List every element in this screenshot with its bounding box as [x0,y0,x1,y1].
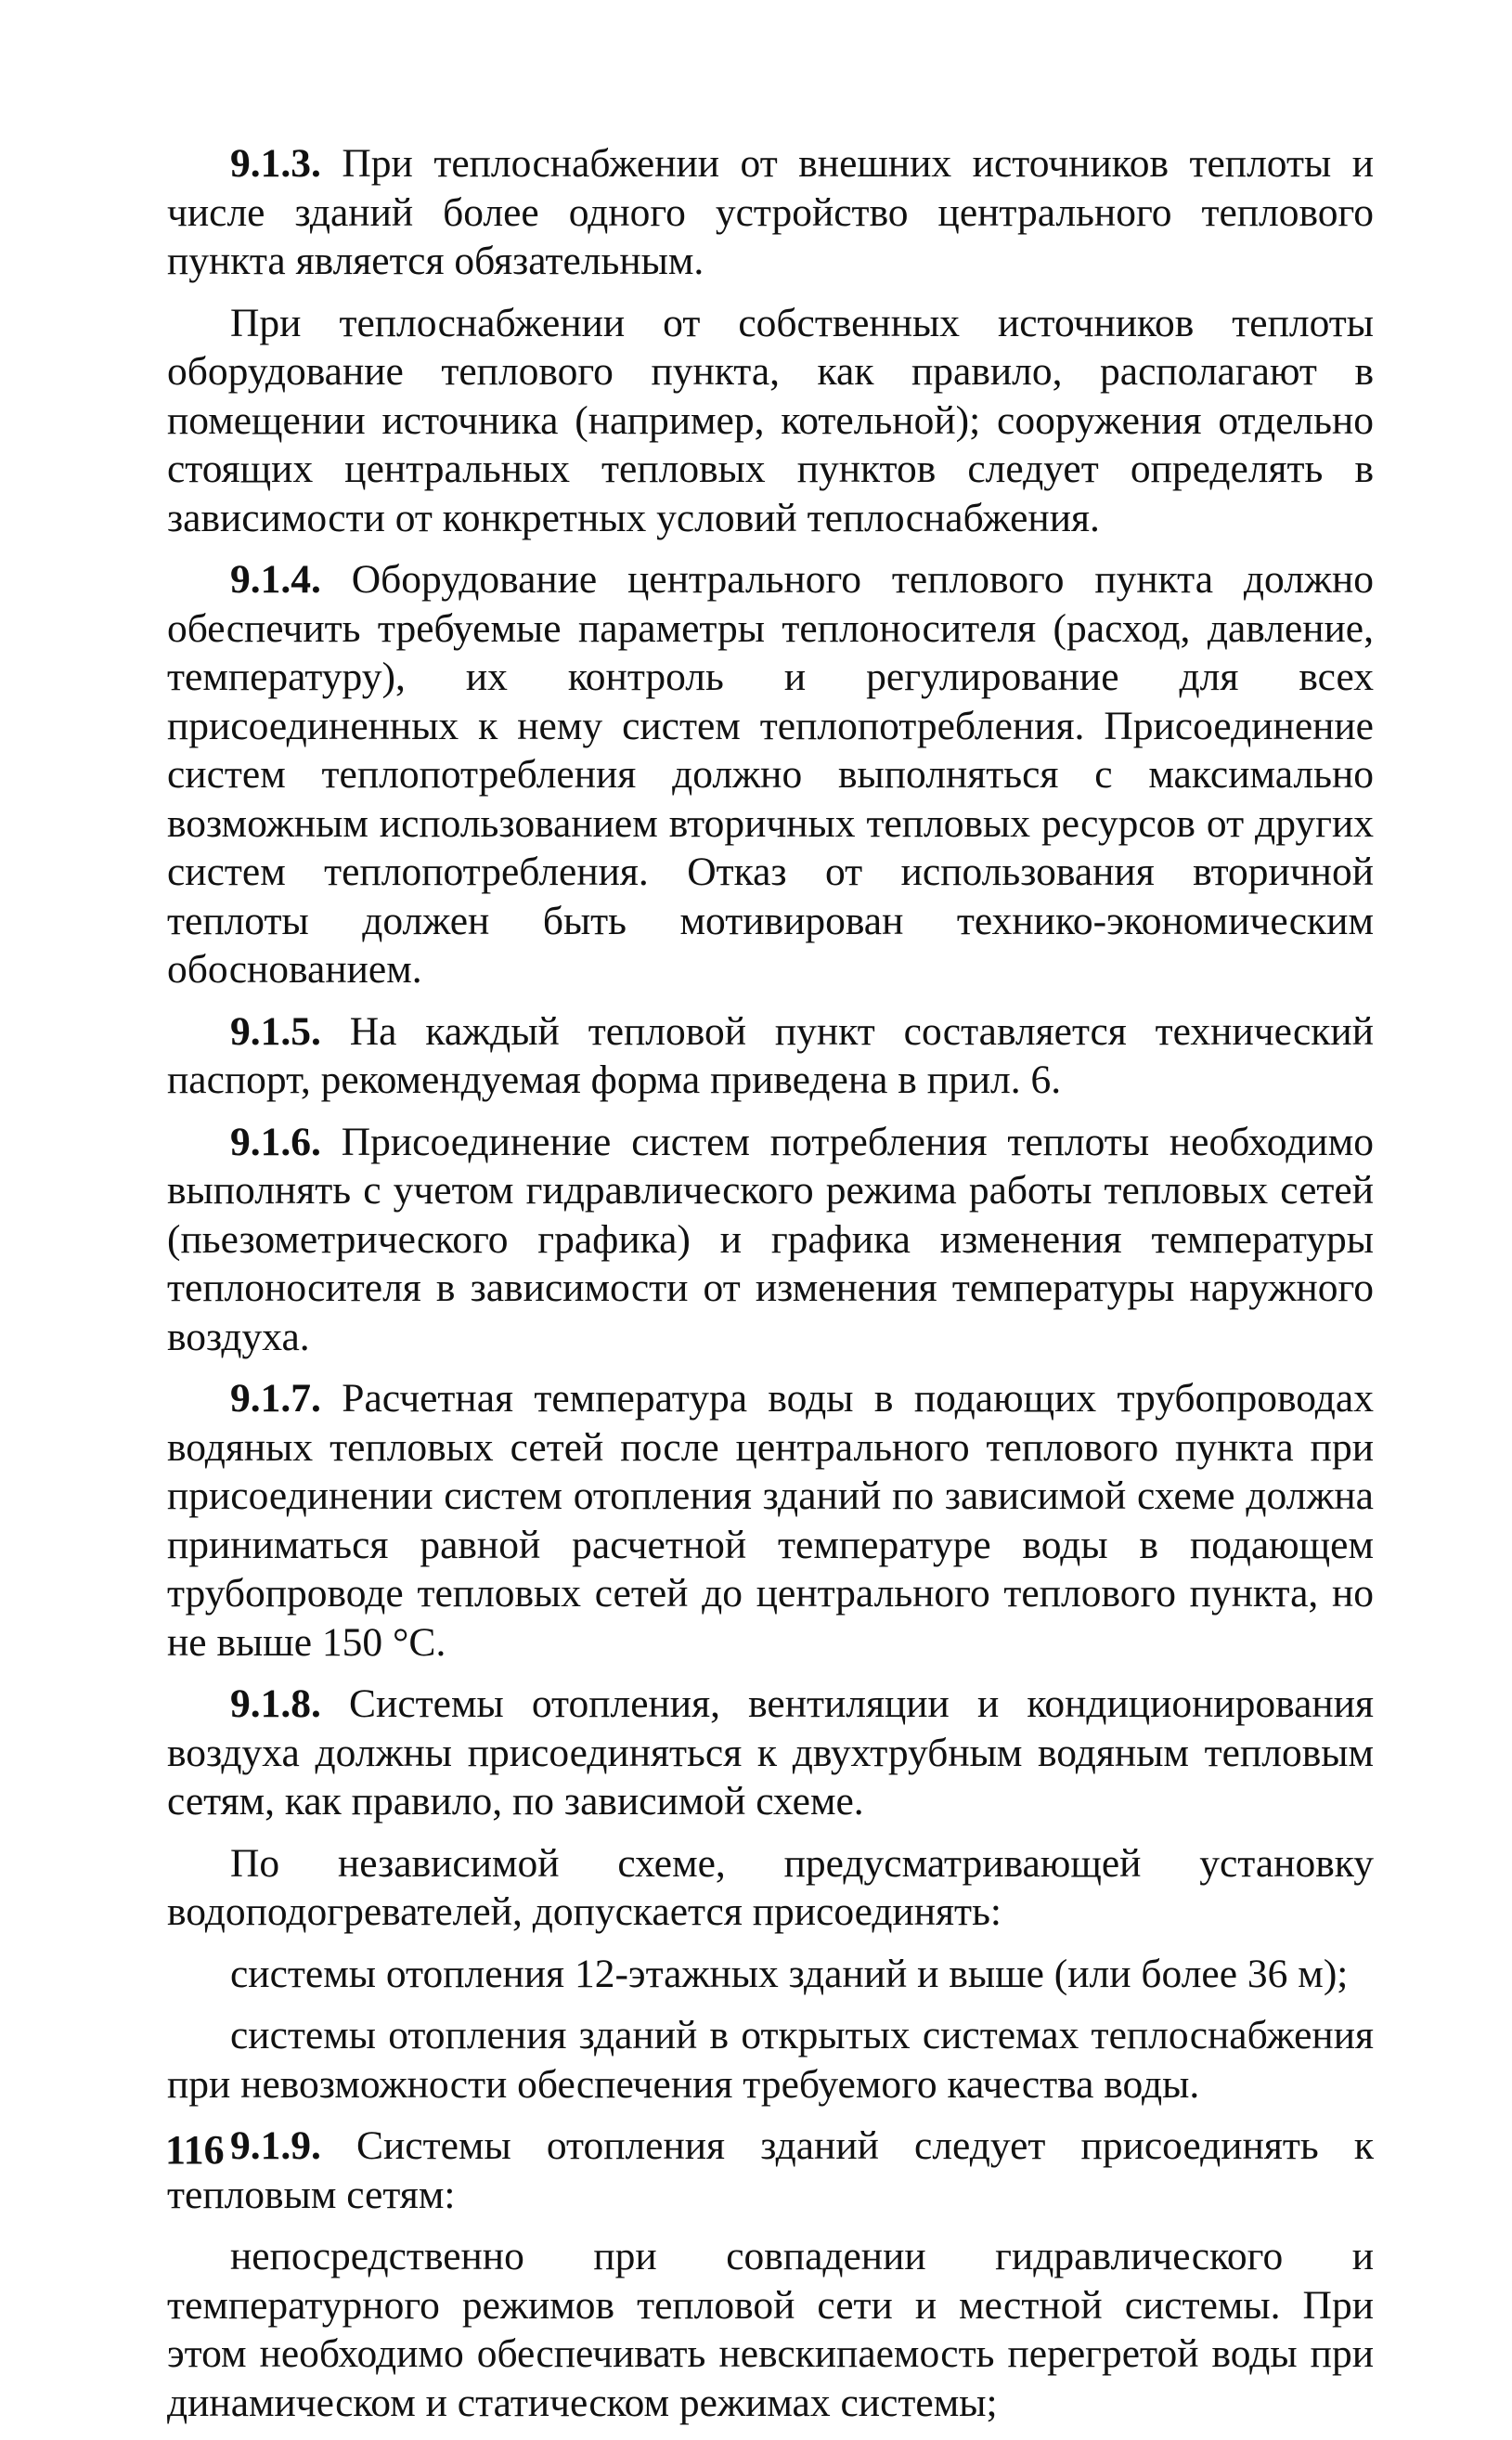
paragraph-9-1-9 [167,2122,1374,2219]
clause-number: 9.1.7. [230,1376,321,1421]
paragraph-9-1-6 [167,1118,1374,1362]
paragraph-text: Присоединение систем потребления теплоты необходимо выполнять с учетом гидравлического режима работы тепловых сетей (пьезометрического графика) и графика изменения температуры теплоносителя в зависимости от изменения температуры наружного воздуха. [167,1119,1374,1359]
paragraph-9-1-5 [167,1007,1374,1105]
paragraph-9-1-3 [167,139,1374,286]
list-item-12-storey [167,1950,1374,1999]
paragraph-text: непосредственно при совпадении гидравлического и температурного режимов тепловой сети и местной системы. При этом необходимо обеспечивать невскипаемость перегретой воды при динамическом и статическом режимах системы; [167,2234,1374,2425]
paragraph-text: системы отопления зданий в открытых системах теплоснабжения при невозможности обеспечения требуемого качества воды. [167,2013,1374,2107]
document-body [167,139,1374,2440]
clause-number: 9.1.8. [230,1681,321,1726]
paragraph-text: системы отопления 12-этажных зданий и выше (или более 36 м); [230,1951,1349,1996]
paragraph-text: При теплоснабжении от внешних источников теплоты и числе зданий более одного устройство центрального теплового пункта является обязательным. [167,141,1374,283]
clause-number: 9.1.4. [230,557,321,602]
paragraph-9-1-7 [167,1374,1374,1667]
paragraph-text: Оборудование центрального теплового пункта должно обеспечить требуемые параметры теплоносителя (расход, давление, температуру), их контроль и регулирование для всех присоединенных к нему систем теплопотребления. Присоединение систем теплопотребления должно выполняться с максимально возможным использованием вторичных тепловых ресурсов от других систем теплопотребления. Отказ от использования вторичной теплоты должен быть мотивирован технико-экономическим обоснованием. [167,557,1374,992]
clause-number: 9.1.6. [230,1119,321,1164]
clause-number: 9.1.9. [230,2123,321,2168]
list-item-direct-connection [167,2232,1374,2427]
clause-number: 9.1.3. [230,141,321,186]
paragraph-independent-scheme [167,1839,1374,1937]
clause-number: 9.1.5. [230,1008,321,1054]
paragraph-text: По независимой схеме, предусматривающей установку водоподогревателей, допускается присоединять: [167,1840,1374,1934]
list-item-open-systems [167,2011,1374,2109]
paragraph-9-1-3-continued [167,299,1374,543]
paragraph-text: Системы отопления зданий следует присоединять к тепловым сетям: [167,2123,1374,2217]
paragraph-text: Расчетная температура воды в подающих трубопроводах водяных тепловых сетей после центрального теплового пункта при присоединении систем отопления зданий по зависимой схеме должна приниматься равной расчетной температуре воды в подающем трубопроводе тепловых сетей до центрального теплового пункта, но не выше 150 °С. [167,1376,1374,1665]
paragraph-text: На каждый тепловой пункт составляется технический паспорт, рекомендуемая форма приведена в прил. 6. [167,1008,1374,1102]
paragraph-text: Системы отопления, вентиляции и кондиционирования воздуха должны присоединяться к двухтрубным водяным тепловым сетям, как правило, по зависимой схеме. [167,1681,1374,1824]
paragraph-9-1-4 [167,555,1374,994]
page-number: 116 [165,2127,225,2173]
paragraph-text: При теплоснабжении от собственных источников теплоты оборудование теплового пункта, как правило, располагают в помещении источника (например, котельной); сооружения отдельно стоящих центральных тепловых пунктов следует определять в зависимости от конкретных условий теплоснабжения. [167,300,1374,540]
paragraph-9-1-8 [167,1680,1374,1826]
